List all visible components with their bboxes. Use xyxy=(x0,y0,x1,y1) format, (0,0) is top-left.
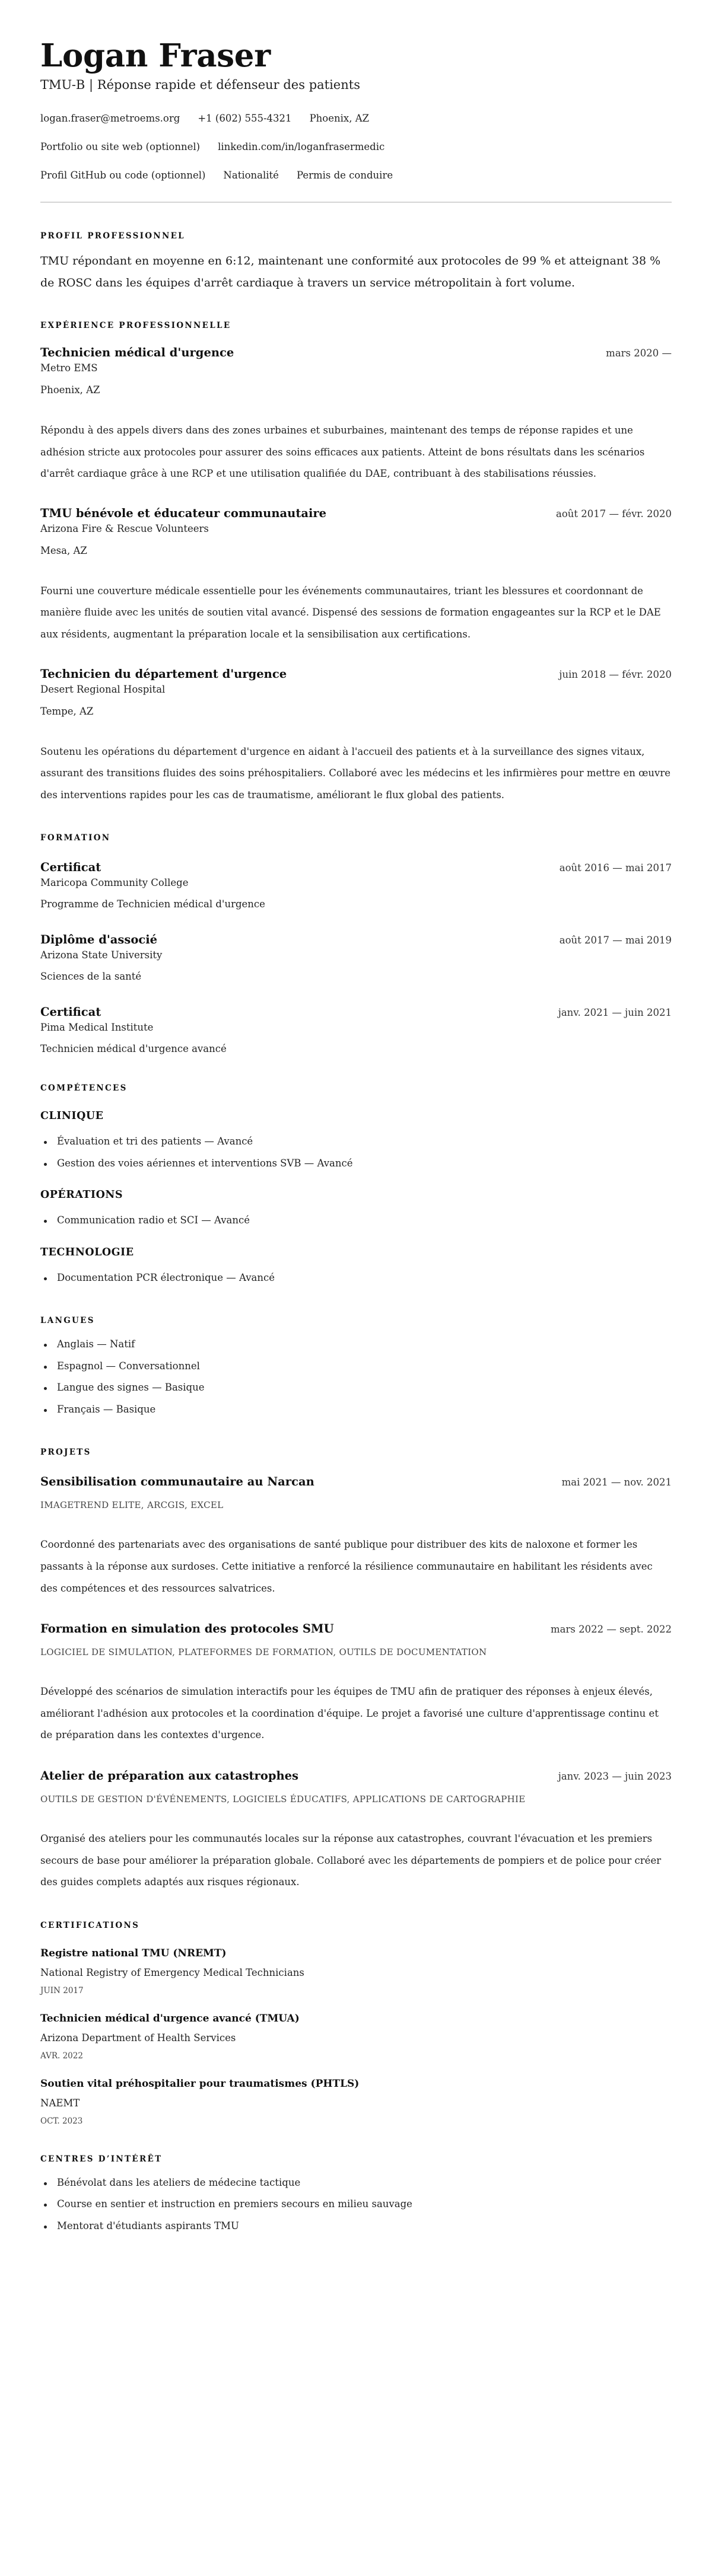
contact-driving-license: Permis de conduire xyxy=(296,170,393,181)
contact-row-primary xyxy=(40,111,672,126)
project-tech: LOGICIEL DE SIMULATION, PLATEFORMES DE FORMATION, OUTILS DE DOCUMENTATION xyxy=(40,1647,487,1658)
field-of-study: Sciences de la santé xyxy=(40,971,142,983)
job-location: Tempe, AZ xyxy=(40,705,94,717)
school-name: Arizona State University xyxy=(40,949,163,961)
certification-item xyxy=(40,1946,672,1997)
section-interests xyxy=(40,2153,672,2237)
job-dates: mars 2020 — xyxy=(606,347,672,359)
section-certifications xyxy=(40,1920,672,2127)
degree-title: Diplôme d'associé xyxy=(40,933,158,947)
field-of-study: Programme de Technicien médical d'urgence xyxy=(40,898,265,910)
project-description: Coordonné des partenariats avec des organisations de santé publique pour distribuer des kits de naloxone et former les passants à la réponse aux surdoses. Cette initiative a renforcé la résilience communautaire en habilitant les résidents avec des compétences et des ressources salvatrices. xyxy=(40,1539,653,1594)
certification-item xyxy=(40,2076,672,2127)
section-title-skills: COMPÉTENCES xyxy=(40,1083,128,1093)
certification-issuer: NAEMT xyxy=(40,2097,80,2109)
certification-date: AVR. 2022 xyxy=(40,2051,83,2061)
job-location: Mesa, AZ xyxy=(40,544,87,556)
certification-name: Technicien médical d'urgence avancé (TMUA) xyxy=(40,2012,300,2025)
section-education xyxy=(40,832,672,1056)
language-item: Anglais — Natif xyxy=(40,1334,672,1356)
certification-issuer: Arizona Department of Health Services xyxy=(40,2032,236,2043)
job-title: Technicien médical d'urgence xyxy=(40,346,234,359)
contact-email[interactable]: logan.fraser@metroems.org xyxy=(40,113,180,124)
certification-name: Soutien vital préhospitalier pour traumatismes (PHTLS) xyxy=(40,2077,360,2090)
language-item: Espagnol — Conversationnel xyxy=(40,1356,672,1378)
job-employer: Desert Regional Hospital xyxy=(40,683,166,695)
section-title-profile: PROFIL PROFESSIONNEL xyxy=(40,231,185,241)
resume-header xyxy=(40,37,672,203)
education-item xyxy=(40,932,672,984)
contact-row-links xyxy=(40,140,672,154)
job-title: Technicien du département d'urgence xyxy=(40,667,287,681)
section-skills xyxy=(40,1082,672,1289)
language-item: Français — Basique xyxy=(40,1399,672,1421)
school-name: Pima Medical Institute xyxy=(40,1022,154,1034)
project-dates: mars 2022 — sept. 2022 xyxy=(551,1624,672,1635)
certification-date: OCT. 2023 xyxy=(40,2116,83,2126)
experience-item xyxy=(40,345,672,485)
job-dates: août 2017 — févr. 2020 xyxy=(555,508,672,519)
project-dates: janv. 2023 — juin 2023 xyxy=(558,1770,672,1782)
section-title-languages: LANGUES xyxy=(40,1316,95,1326)
project-item xyxy=(40,1474,672,1599)
skill-group-title: OPÉRATIONS xyxy=(40,1189,123,1201)
certification-item xyxy=(40,2011,672,2062)
project-dates: mai 2021 — nov. 2021 xyxy=(561,1477,672,1488)
field-of-study: Technicien médical d'urgence avancé xyxy=(40,1043,227,1055)
skill-group-title: TECHNOLOGIE xyxy=(40,1246,134,1258)
job-location: Phoenix, AZ xyxy=(40,384,100,396)
skill-group-technology xyxy=(40,1245,672,1289)
section-title-education: FORMATION xyxy=(40,833,111,843)
experience-item xyxy=(40,505,672,646)
section-title-interests: CENTRES D’INTÉRÊT xyxy=(40,2154,163,2164)
education-dates: janv. 2021 — juin 2021 xyxy=(558,1007,672,1019)
language-item: Langue des signes — Basique xyxy=(40,1377,672,1399)
contact-github[interactable]: Profil GitHub ou code (optionnel) xyxy=(40,170,206,181)
profile-summary: TMU répondant en moyenne en 6:12, maintenant une conformité aux protocoles de 99 % et atteignant 38 % de ROSC dans les équipes d'arrêt cardiaque à travers un service métropolitain à fort volume. xyxy=(40,254,661,289)
contact-phone[interactable]: +1 (602) 555-4321 xyxy=(198,113,292,124)
job-description: Soutenu les opérations du département d'urgence en aidant à l'accueil des patients et à la surveillance des signes vitaux, assurant des transitions fluides des soins préhospitaliers. Collaboré avec les médecins et les infirmières pour mettre en œuvre des interventions rapides pour les cas de traumatisme, améliorant le flux global des patients. xyxy=(40,745,671,801)
job-description: Répondu à des appels divers dans des zones urbaines et suburbaines, maintenant des temps de réponse rapides et une adhésion stricte aux protocoles pour assurer des soins efficaces aux patients. Atteint de bons résultats dans les scénarios d'arrêt cardiaque grâce à une RCP et une utilisation qualifiée du DAE, contribuant à des stabilisations réussies. xyxy=(40,425,645,480)
contact-nationality: Nationalité xyxy=(223,170,279,181)
skill-item: Communication radio et SCI — Avancé xyxy=(40,1210,672,1232)
project-name: Formation en simulation des protocoles SMU xyxy=(40,1622,334,1636)
project-description: Organisé des ateliers pour les communautés locales sur la réponse aux catastrophes, couvrant l'évacuation et les premiers secours de base pour améliorer la préparation globale. Collaboré avec les départements de pompiers et de police pour créer des guides complets adaptés aux risques régionaux. xyxy=(40,1832,662,1888)
project-name: Atelier de préparation aux catastrophes xyxy=(40,1768,299,1783)
contact-linkedin[interactable]: linkedin.com/in/loganfrasermedic xyxy=(218,141,385,152)
project-item xyxy=(40,1621,672,1746)
skill-item: Documentation PCR électronique — Avancé xyxy=(40,1267,672,1289)
candidate-name: Logan Fraser xyxy=(40,37,271,74)
degree-title: Certificat xyxy=(40,860,101,875)
candidate-headline: TMU-B | Réponse rapide et défenseur des patients xyxy=(40,78,360,92)
certification-name: Registre national TMU (NREMT) xyxy=(40,1947,227,1959)
school-name: Maricopa Community College xyxy=(40,877,189,889)
section-title-experience: EXPÉRIENCE PROFESSIONNELLE xyxy=(40,321,231,330)
project-name: Sensibilisation communautaire au Narcan xyxy=(40,1475,314,1489)
contact-location: Phoenix, AZ xyxy=(309,113,370,124)
skill-group-clinical xyxy=(40,1108,672,1174)
certification-date: JUIN 2017 xyxy=(40,1985,84,1995)
experience-item xyxy=(40,666,672,806)
project-item xyxy=(40,1768,672,1893)
education-item xyxy=(40,859,672,911)
contact-portfolio[interactable]: Portfolio ou site web (optionnel) xyxy=(40,141,201,152)
job-employer: Metro EMS xyxy=(40,362,98,374)
project-tech: OUTILS DE GESTION D'ÉVÉNEMENTS, LOGICIELS ÉDUCATIFS, APPLICATIONS DE CARTOGRAPHIE xyxy=(40,1793,526,1805)
skill-group-title: CLINIQUE xyxy=(40,1110,104,1123)
section-projects xyxy=(40,1446,672,1893)
interest-item: Bénévolat dans les ateliers de médecine tactique xyxy=(40,2172,672,2194)
job-title: TMU bénévole et éducateur communautaire xyxy=(40,506,327,520)
interest-item: Course en sentier et instruction en premiers secours en milieu sauvage xyxy=(40,2194,672,2215)
degree-title: Certificat xyxy=(40,1005,101,1019)
section-title-certifications: CERTIFICATIONS xyxy=(40,1920,140,1930)
section-profile xyxy=(40,230,672,294)
skill-group-operations xyxy=(40,1187,672,1232)
job-description: Fourni une couverture médicale essentielle pour les événements communautaires, triant les blessures et coordonnant de manière fluide avec les unités de soutien vital avancé. Dispensé des sessions de formation engageantes sur la RCP et le DAE aux résidents, augmentant la préparation locale et la sensibilisation aux certifications. xyxy=(40,585,661,640)
header-divider xyxy=(40,202,672,203)
contact-row-extra xyxy=(40,168,672,183)
job-employer: Arizona Fire & Rescue Volunteers xyxy=(40,522,209,534)
project-description: Développé des scénarios de simulation interactifs pour les équipes de TMU afin de pratiquer des réponses à enjeux élevés, améliorant l'adhésion aux protocoles et la coordination d'équipe. Le projet a favorisé une culture d'apprentissage continu et de préparation dans les contextes d'urgence. xyxy=(40,1686,659,1741)
skill-item: Gestion des voies aériennes et interventions SVB — Avancé xyxy=(40,1153,672,1175)
section-title-projects: PROJETS xyxy=(40,1448,91,1458)
job-dates: juin 2018 — févr. 2020 xyxy=(559,668,672,680)
skill-item: Évaluation et tri des patients — Avancé xyxy=(40,1131,672,1153)
education-dates: août 2016 — mai 2017 xyxy=(559,862,672,874)
section-languages xyxy=(40,1315,672,1420)
education-dates: août 2017 — mai 2019 xyxy=(559,935,672,946)
project-tech: IMAGETREND ELITE, ARCGIS, EXCEL xyxy=(40,1500,224,1511)
section-experience xyxy=(40,320,672,806)
interest-item: Mentorat d'étudiants aspirants TMU xyxy=(40,2215,672,2237)
certification-issuer: National Registry of Emergency Medical Technicians xyxy=(40,1966,304,1978)
education-item xyxy=(40,1004,672,1056)
